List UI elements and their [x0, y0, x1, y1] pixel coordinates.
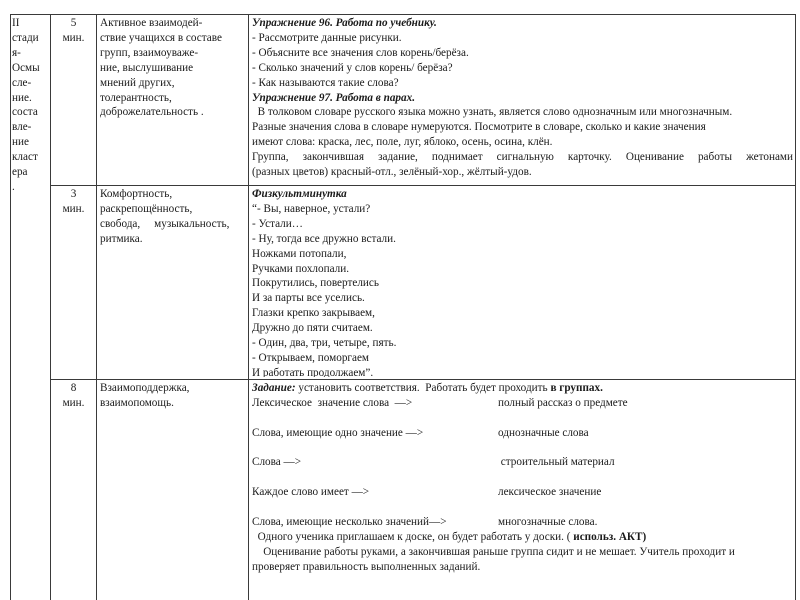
matching-pair [252, 485, 793, 500]
poem-line: - Ну, тогда все дружно встали. [252, 232, 396, 245]
stage-line: класт [12, 151, 38, 164]
stage-line: ние [12, 136, 29, 149]
row-divider-2 [50, 379, 795, 380]
content-cell [252, 16, 793, 184]
activity-cell [100, 16, 248, 184]
stage-line: я- [12, 46, 21, 59]
poem-line: - Открываем, поморгаем [252, 351, 370, 364]
matching-pair [252, 455, 793, 470]
matching-right: лексическое значение [498, 486, 602, 499]
activity-line: Активное взаимодей- [100, 17, 203, 29]
time-value: 5 [70, 17, 77, 29]
poem-line: Дружно до пяти считаем. [252, 322, 373, 335]
matching-right: многозначные слова. [498, 516, 598, 529]
stage-cell [12, 16, 50, 600]
board-act-note: использ. АКТ) [573, 530, 647, 543]
stage-line: соста [12, 106, 38, 119]
table-top-border [10, 14, 795, 15]
assessment-line: Оценивание работы руками, а закончившая раньше группа сидит и не мешает. Учитель проходит и [252, 545, 735, 558]
assessment-line: проверяет правильность выполненных заданий. [252, 560, 481, 573]
stage-line: ера [12, 166, 28, 179]
physical-minute-title: Физкультминутка [252, 188, 347, 200]
exercise-text: имеют слова: краска, лес, поле, луг, яблоко, осень, осина, клён. [252, 136, 553, 149]
exercise-text: Разные значения слова в словаре нумеруются. Посмотрите в словаре, сколько и какие значения [252, 121, 706, 134]
activity-line: Комфортность, [100, 188, 173, 200]
matching-pair [252, 396, 793, 411]
matching-left: Каждое слово имеет —> [252, 486, 370, 499]
poem-line: И работать продолжаем”. [252, 366, 374, 377]
exercise-item: - Объясните все значения слов корень/берёза. [252, 46, 469, 59]
time-unit: мин. [62, 31, 85, 44]
activity-line: ритмика. [100, 232, 143, 245]
time-cell [51, 16, 96, 184]
poem-line: Глазки крепко закрываем, [252, 307, 375, 320]
poem-line: “- Вы, наверное, устали? [252, 202, 371, 215]
poem-line: - Один, два, три, четыре, пять. [252, 337, 397, 350]
time-unit: мин. [62, 202, 85, 215]
activity-line: ствие учащихся в составе [100, 31, 222, 44]
exercise-item: - Как называются такие слова? [252, 76, 399, 89]
content-cell [252, 381, 793, 600]
matching-left: Слова —> [252, 456, 302, 469]
exercise-item: - Сколько значений у слов корень/ берёза? [252, 61, 453, 74]
time-unit: мин. [62, 396, 85, 409]
stage-line: вле- [12, 121, 32, 134]
activity-line: групп, взаимоуваже- [100, 46, 199, 59]
col-divider-4 [795, 14, 796, 600]
matching-left: Слова, имеющие одно значение —> [252, 426, 424, 439]
exercise-text: Группа, закончившая задание, поднимает сигнальную карточку. Оценивание работы жетонами [252, 151, 793, 164]
activity-line: мнений других, [100, 76, 175, 89]
activity-cell [100, 187, 248, 377]
task-label: Задание: [252, 382, 296, 394]
exercise-text: (разных цветов) красный-отл., зелёный-хор., жёлтый-удов. [252, 166, 532, 179]
activity-line: взаимопомощь. [100, 396, 174, 409]
activity-line: ние, выслушивание [100, 61, 194, 74]
col-divider-2 [96, 14, 97, 600]
activity-line: раскрепощённость, [100, 202, 193, 215]
task-line [252, 381, 793, 396]
activity-line: доброжелательность . [100, 106, 204, 119]
activity-line: Взаимоподдержка, [100, 382, 190, 394]
board-text: Одного ученика приглашаем к доске, он будет работать у доски. ( [252, 530, 574, 543]
matching-pair [252, 426, 793, 441]
task-group-mode: в группах. [550, 382, 603, 394]
exercise-96-title: Упражнение 96. Работа по учебнику. [252, 17, 437, 29]
stage-line: сле- [12, 76, 32, 89]
matching-left: Лексическое значение слова —> [252, 396, 413, 409]
matching-right: полный рассказ о предмете [498, 396, 628, 409]
exercise-97-title: Упражнение 97. Работа в парах. [252, 91, 415, 104]
stage-line: ние. [12, 91, 32, 104]
task-text: установить соответствия. Работать будет проходить [295, 382, 551, 394]
activity-line: толерантность, [100, 91, 172, 104]
poem-line: Покрутились, повертелись [252, 277, 379, 290]
stage-line: стади [12, 31, 39, 44]
col-divider-3 [248, 14, 249, 600]
exercise-text: В толковом словаре русского языка можно узнать, является слово однозначным или многозначным. [252, 106, 733, 119]
poem-line: - Устали… [252, 217, 303, 230]
matching-right: однозначные слова [498, 426, 589, 439]
activity-cell [100, 381, 248, 600]
time-cell [51, 187, 96, 377]
poem-line: И за парты все уселись. [252, 292, 365, 305]
poem-line: Ручками похлопали. [252, 262, 350, 275]
matching-pair [252, 515, 793, 530]
stage-line: . [12, 180, 15, 193]
matching-left: Слова, имеющие несколько значений—> [252, 516, 447, 529]
col-divider-0 [10, 14, 11, 600]
time-value: 8 [70, 382, 77, 394]
time-value: 3 [70, 188, 77, 200]
row-divider-1 [50, 185, 795, 186]
exercise-item: - Рассмотрите данные рисунки. [252, 31, 402, 44]
board-line [252, 530, 793, 545]
poem-line: Ножками потопали, [252, 247, 347, 260]
stage-line: II [12, 17, 20, 29]
matching-right: строительный материал [498, 456, 615, 469]
time-cell [51, 381, 96, 600]
content-cell [252, 187, 793, 377]
stage-line: Осмы [12, 61, 40, 74]
activity-line: свобода, музыкальность, [100, 217, 230, 230]
